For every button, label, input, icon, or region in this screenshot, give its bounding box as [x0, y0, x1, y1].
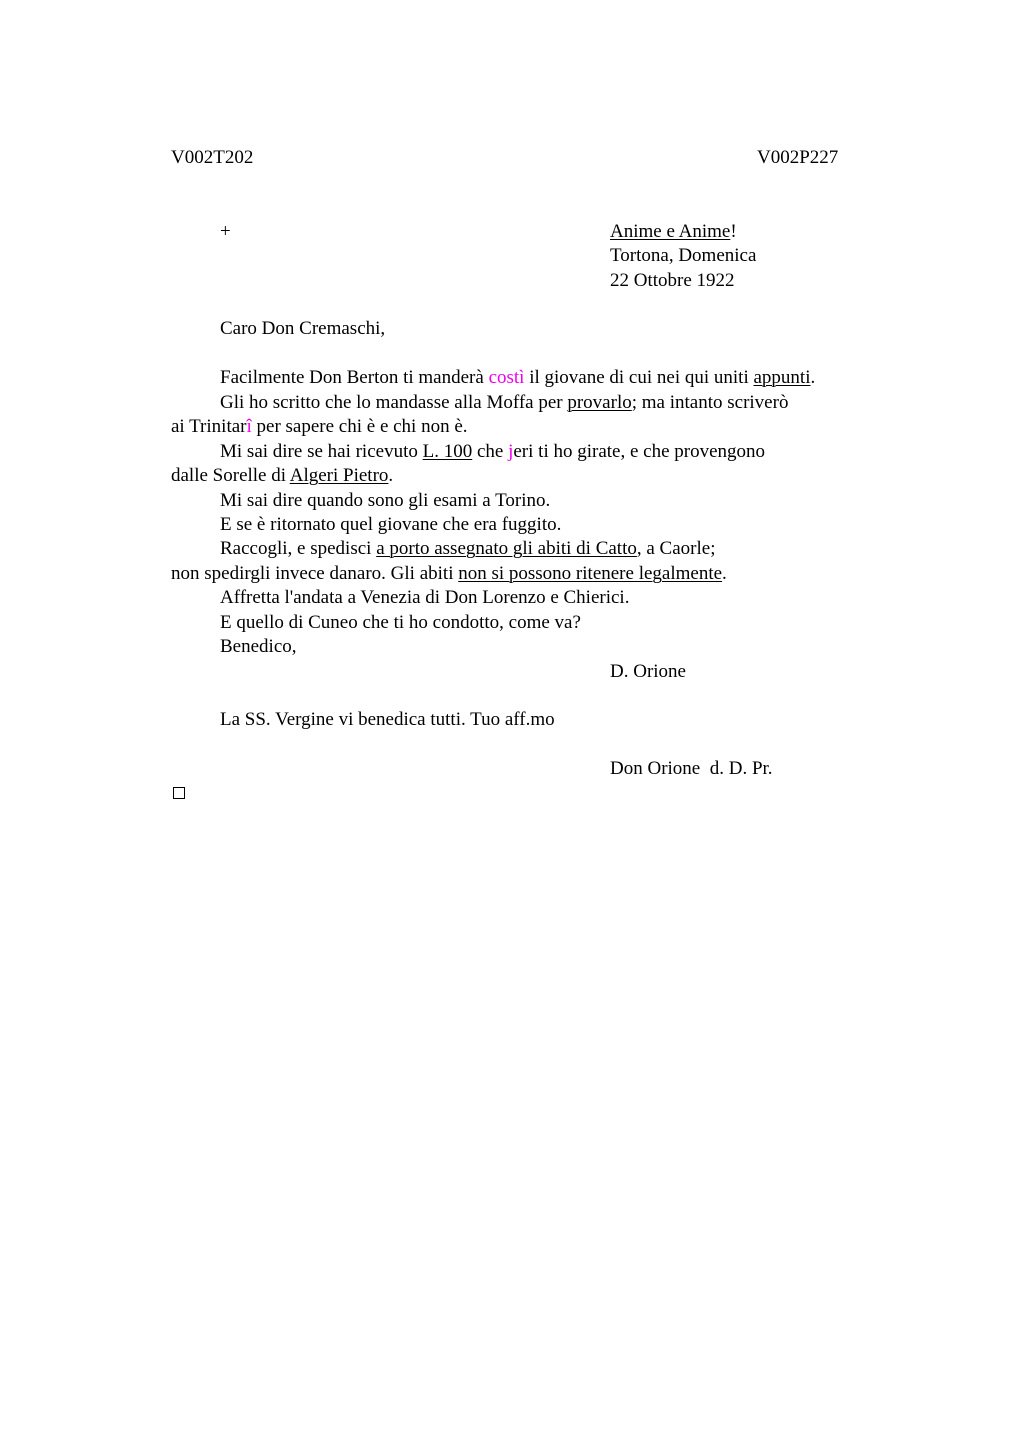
- body-line-6: Mi sai dire quando sono gli esami a Torino.: [220, 490, 551, 511]
- underlined-name: Algeri Pietro: [289, 465, 389, 486]
- body-line-2: [220, 391, 788, 416]
- highlighted-word: costì: [488, 367, 525, 388]
- body-line-9: [171, 562, 727, 587]
- text-run: .: [388, 465, 394, 486]
- body-line-11: E quello di Cuneo che ti ho condotto, come va?: [220, 612, 581, 633]
- body-line-10: Affretta l'andata a Venezia di Don Lorenzo e Chierici.: [220, 587, 630, 608]
- motto-tail: !: [730, 221, 737, 242]
- text-run: il giovane di cui nei qui uniti: [524, 367, 754, 388]
- text-run: ; ma intanto scriverò: [631, 392, 789, 413]
- cross-symbol: +: [220, 221, 231, 242]
- text-run: .: [810, 367, 816, 388]
- text-run: Facilmente Don Berton ti manderà: [220, 367, 489, 388]
- body-line-5: [171, 464, 393, 489]
- motto: [610, 220, 737, 245]
- underlined-amount: L. 100: [422, 441, 473, 462]
- salutation: Caro Don Cremaschi,: [220, 318, 386, 339]
- body-line-1: [220, 366, 815, 391]
- text-run: ai Trinitar: [171, 416, 247, 437]
- end-marker-box-icon: [173, 787, 185, 799]
- text-run: Gli ho scritto che lo mandasse alla Moffa per: [220, 392, 568, 413]
- text-run: per sapere chi è e chi non è.: [251, 416, 468, 437]
- highlighted-char: j: [508, 441, 514, 462]
- signature-second: Don Orione d. D. Pr.: [610, 758, 773, 779]
- text-run: .: [722, 563, 727, 584]
- underlined-word: appunti: [753, 367, 811, 388]
- text-run: Raccogli, e spedisci: [220, 538, 377, 559]
- document-code-left: V002T202: [171, 147, 254, 168]
- signature-first: D. Orione: [610, 661, 686, 682]
- text-run: eri ti ho girate, e che provengono: [513, 441, 766, 462]
- document-code-right: V002P227: [757, 147, 839, 168]
- body-line-12: Benedico,: [220, 636, 297, 657]
- date-line: 22 Ottobre 1922: [610, 270, 735, 291]
- body-line-8: [220, 537, 715, 562]
- place-line: Tortona, Domenica: [610, 245, 757, 266]
- underlined-word: provarlo: [567, 392, 632, 413]
- body-line-4: [220, 440, 765, 465]
- motto-underlined: Anime e Anime: [610, 221, 731, 242]
- body-line-3: [171, 415, 468, 440]
- text-run: che: [472, 441, 509, 462]
- text-run: Mi sai dire se hai ricevuto: [220, 441, 423, 462]
- text-run: , a Caorle;: [636, 538, 716, 559]
- highlighted-char: î: [246, 416, 252, 437]
- underlined-phrase: non si possono ritenere legalmente: [458, 563, 723, 584]
- body-line-7: E se è ritornato quel giovane che era fuggito.: [220, 514, 562, 535]
- text-run: non spedirgli invece danaro. Gli abiti: [171, 563, 459, 584]
- text-run: dalle Sorelle di: [171, 465, 290, 486]
- underlined-phrase: a porto assegnato gli abiti di Catto: [376, 538, 637, 559]
- postscript: La SS. Vergine vi benedica tutti. Tuo aff.mo: [220, 709, 555, 730]
